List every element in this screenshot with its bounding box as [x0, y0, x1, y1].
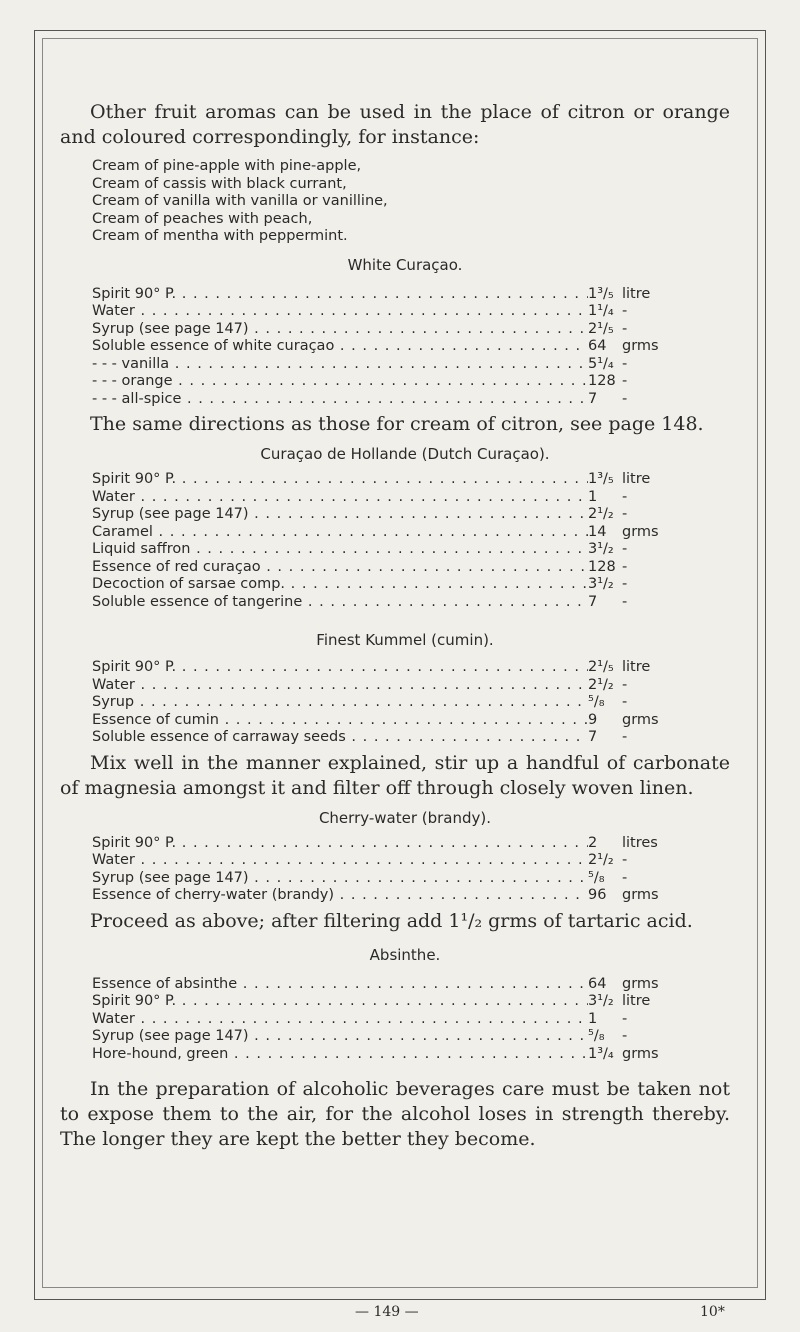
ingredient-row	[92, 321, 670, 339]
ingredient-label: Water . . .	[92, 303, 588, 321]
ingredient-row	[92, 870, 670, 888]
cherry-water-recipe	[92, 835, 670, 905]
ingredient-unit: -	[622, 576, 628, 592]
ingredient-label: Spirit 90° P. . . .	[92, 835, 588, 853]
curacao-hollande-recipe	[92, 471, 670, 611]
white-curacao-title: White Curaçao.	[347, 255, 463, 274]
ingredient-row	[92, 594, 670, 612]
ingredient-row	[92, 712, 670, 730]
ingredient-row	[92, 541, 670, 559]
ingredient-unit: -	[622, 869, 628, 886]
ingredient-unit: -	[622, 320, 628, 337]
ingredient-row	[92, 338, 670, 356]
ingredient-unit: -	[622, 729, 628, 745]
ingredient-label: Syrup (see page 147) . . .	[92, 506, 588, 524]
printer-signature: 10*	[700, 1304, 725, 1320]
ingredient-unit: -	[622, 1028, 628, 1044]
ingredient-quantity: 1¹/₄	[588, 303, 614, 319]
ingredient-quantity: 64	[588, 338, 607, 354]
ingredient-unit: -	[622, 694, 628, 710]
ingredient-row	[92, 506, 670, 524]
ingredient-quantity: ⁵/₈	[588, 869, 605, 886]
ingredient-quantity: 2¹/₅	[588, 659, 614, 675]
ingredient-quantity: 2	[588, 834, 598, 851]
ingredient-row	[92, 303, 670, 321]
ingredient-row	[92, 677, 670, 695]
ingredient-label: Syrup (see page 147) . . .	[92, 321, 588, 339]
ingredient-quantity: 7	[588, 593, 598, 610]
ingredient-unit: -	[622, 506, 628, 522]
ingredient-quantity: 1	[588, 1010, 598, 1027]
same-directions-paragraph: The same directions as those for cream of citron, see page 148.	[90, 413, 704, 435]
ingredient-row	[92, 835, 670, 853]
ingredient-quantity: 96	[588, 887, 607, 903]
ingredient-label: Decoction of sarsae comp. . . .	[92, 576, 588, 594]
ingredient-unit: grms	[622, 523, 659, 540]
ingredient-label: Syrup (see page 147) . . .	[92, 870, 588, 888]
cream-list	[92, 158, 730, 246]
ingredient-label: Water . . .	[92, 677, 588, 695]
ingredient-unit: -	[622, 373, 628, 389]
ingredient-label: Water . . .	[92, 1011, 588, 1029]
kummel-recipe	[92, 659, 670, 747]
ingredient-label: Syrup . . .	[92, 694, 588, 712]
page-number: — 149 —	[355, 1304, 419, 1320]
ingredient-quantity: ⁵/₈	[588, 694, 605, 710]
ingredient-quantity: ⁵/₈	[588, 1028, 605, 1044]
ingredient-unit: -	[622, 593, 628, 610]
ingredient-quantity: 128	[588, 373, 616, 389]
ingredient-label: Essence of red curaçao . . .	[92, 559, 588, 577]
ingredient-label: Water . . .	[92, 852, 588, 870]
ingredient-row	[92, 694, 670, 712]
ingredient-unit: grms	[622, 975, 659, 992]
ingredient-row	[92, 524, 670, 542]
ingredient-label: Soluble essence of white curaçao . . .	[92, 338, 588, 356]
ingredient-quantity: 1	[588, 488, 598, 505]
ingredient-row	[92, 391, 670, 409]
ingredient-unit: litre	[622, 993, 651, 1009]
ingredient-row	[92, 356, 670, 374]
intro-paragraph: Other fruit aromas can be used in the place of citron or orange and coloured correspondingly, for instance:	[60, 101, 730, 148]
ingredient-row	[92, 471, 670, 489]
ingredient-unit: -	[622, 852, 628, 868]
ingredient-label: Spirit 90° P. . . .	[92, 471, 588, 489]
cream-item: Cream of mentha with peppermint.	[92, 228, 348, 244]
ingredient-label: Soluble essence of tangerine . . .	[92, 594, 588, 612]
white-curacao-recipe	[92, 286, 670, 409]
ingredient-quantity: 1³/₅	[588, 471, 614, 487]
ingredient-label: Hore-hound, green . . .	[92, 1046, 588, 1064]
ingredient-row	[92, 373, 670, 391]
ingredient-unit: grms	[622, 1045, 659, 1062]
ingredient-label: Caramel . . .	[92, 524, 588, 542]
ingredient-row	[92, 1028, 670, 1046]
ingredient-quantity: 7	[588, 390, 598, 407]
ingredient-quantity: 1³/₄	[588, 1045, 614, 1062]
ingredient-row	[92, 1046, 670, 1064]
ingredient-row	[92, 729, 670, 747]
ingredient-quantity: 2¹/₂	[588, 852, 614, 868]
ingredient-quantity: 5¹/₄	[588, 355, 614, 372]
closing-paragraph: In the preparation of alcoholic beverages care must be taken not to expose them to the air, for the alcohol loses in strength thereby. The longer they are kept the better they become.	[60, 1078, 730, 1150]
ingredient-row	[92, 659, 670, 677]
ingredient-unit: -	[622, 558, 628, 575]
ingredient-unit: grms	[622, 887, 659, 903]
kummel-title: Finest Kummel (cumin).	[316, 631, 494, 649]
ingredient-label: Spirit 90° P. . . .	[92, 659, 588, 677]
ingredient-unit: -	[622, 1010, 628, 1027]
ingredient-quantity: 3¹/₂	[588, 993, 614, 1009]
ingredient-label: Essence of cherry-water (brandy) . . .	[92, 887, 588, 905]
curacao-hollande-title: Curaçao de Hollande (Dutch Curaçao).	[260, 445, 550, 463]
page-content	[60, 100, 730, 1152]
cream-item: Cream of vanilla with vanilla or vanilline,	[92, 193, 388, 209]
ingredient-quantity: 1³/₅	[588, 285, 614, 302]
ingredient-row	[92, 976, 670, 994]
ingredient-unit: litres	[622, 834, 658, 851]
ingredient-row	[92, 559, 670, 577]
ingredient-label: Essence of cumin . . .	[92, 712, 588, 730]
ingredient-label: Spirit 90° P. . . .	[92, 993, 588, 1011]
ingredient-row	[92, 286, 670, 304]
ingredient-label: - - - orange . . .	[92, 373, 588, 391]
ingredient-quantity: 7	[588, 729, 598, 745]
ingredient-unit: -	[622, 390, 628, 407]
cherry-water-title: Cherry-water (brandy).	[318, 808, 492, 827]
cream-item: Cream of peaches with peach,	[92, 210, 313, 227]
ingredient-label: - - - all-spice . . .	[92, 391, 588, 409]
ingredient-quantity: 2¹/₂	[588, 506, 614, 522]
ingredient-row	[92, 887, 670, 905]
ingredient-row	[92, 576, 670, 594]
proceed-paragraph: Proceed as above; after filtering add 1¹/₂ grms of tartaric acid.	[90, 909, 693, 932]
ingredient-label: - - - vanilla . . .	[92, 356, 588, 374]
mix-well-paragraph: Mix well in the manner explained, stir up a handful of carbonate of magnesia amongst it and filter off through closely woven linen.	[60, 751, 730, 799]
ingredient-quantity: 128	[588, 558, 616, 575]
cream-item: Cream of cassis with black currant,	[92, 175, 347, 192]
ingredient-unit: -	[622, 488, 628, 505]
ingredient-quantity: 2¹/₂	[588, 676, 614, 693]
ingredient-quantity: 14	[588, 523, 607, 540]
ingredient-label: Liquid saffron . . .	[92, 541, 588, 559]
ingredient-unit: litre	[622, 471, 651, 487]
ingredient-unit: litre	[622, 285, 651, 302]
ingredient-quantity: 2¹/₅	[588, 320, 614, 337]
cream-item: Cream of pine-apple with pine-apple,	[92, 158, 362, 174]
ingredient-row	[92, 489, 670, 507]
ingredient-unit: grms	[622, 338, 659, 354]
ingredient-unit: -	[622, 303, 628, 319]
ingredient-quantity: 3¹/₂	[588, 541, 614, 557]
ingredient-unit: -	[622, 355, 628, 372]
ingredient-label: Essence of absinthe . . .	[92, 976, 588, 994]
ingredient-row	[92, 993, 670, 1011]
ingredient-unit: -	[622, 541, 628, 557]
ingredient-label: Spirit 90° P. . . .	[92, 286, 588, 304]
absinthe-title: Absinthe.	[369, 945, 441, 964]
ingredient-unit: grms	[622, 711, 659, 728]
ingredient-quantity: 9	[588, 711, 598, 728]
ingredient-unit: litre	[622, 659, 651, 675]
ingredient-quantity: 3¹/₂	[588, 576, 614, 592]
ingredient-label: Soluble essence of carraway seeds . . .	[92, 729, 588, 747]
absinthe-recipe	[92, 976, 670, 1064]
ingredient-row	[92, 852, 670, 870]
ingredient-label: Syrup (see page 147) . . .	[92, 1028, 588, 1046]
ingredient-row	[92, 1011, 670, 1029]
ingredient-quantity: 64	[588, 975, 607, 992]
ingredient-unit: -	[622, 676, 628, 693]
ingredient-label: Water . . .	[92, 489, 588, 507]
